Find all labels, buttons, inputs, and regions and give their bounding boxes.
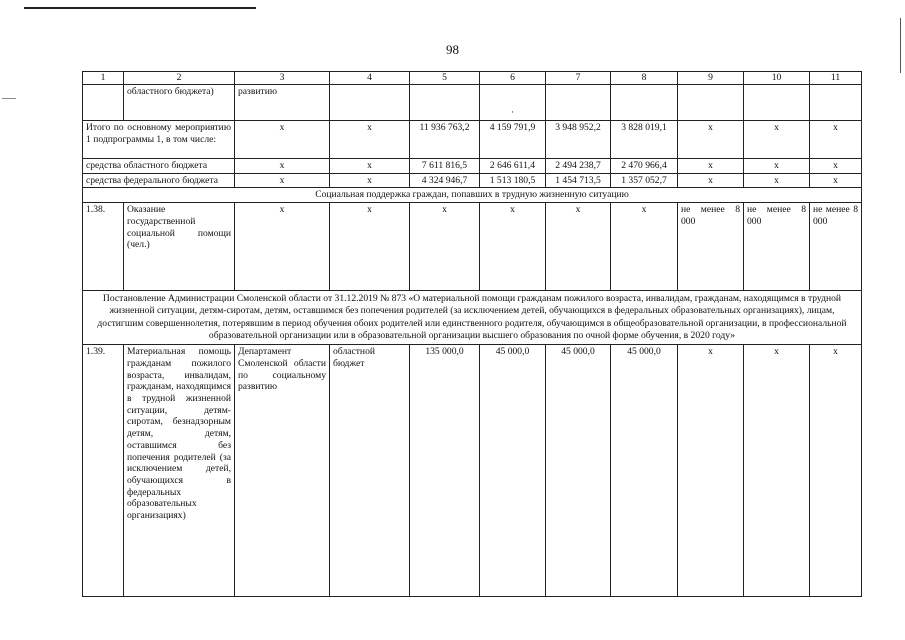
col-number: 1 [83,72,124,85]
amount-cell: 45 000,0 [611,345,678,597]
table-cell: x [611,203,678,291]
target-value: не менее 8 000 [678,203,744,291]
total-row [83,121,862,159]
amount-cell: 2 646 611,4 [480,159,546,174]
col-number: 4 [330,72,410,85]
table-cell: x [744,159,810,174]
table-cell [678,85,744,121]
col-number: 9 [678,72,744,85]
total-label: Итого по основному мероприятию 1 подпрограммы 1, в том числе: [83,121,235,159]
decree-row [83,291,862,345]
section-title: Социальная поддержка граждан, попавших в трудную жизненную ситуацию [83,188,862,203]
row-number: 1.39. [83,345,124,597]
amount-cell: 2 494 238,7 [546,159,611,174]
row-1-38 [83,203,862,291]
row-number: 1.38. [83,203,124,291]
table-cell: x [744,121,810,159]
table-cell: · [480,85,546,121]
col-number: 7 [546,72,611,85]
table-cell [546,85,611,121]
amount-cell: 3 828 019,1 [611,121,678,159]
amount-cell: 4 324 946,7 [410,173,480,188]
table-cell: развитию [235,85,330,121]
amount-cell: 45 000,0 [546,345,611,597]
table-cell [611,85,678,121]
col-number: 2 [124,72,235,85]
col-number: 3 [235,72,330,85]
table-cell: x [235,159,330,174]
table-cell: x [678,345,744,597]
table-cell: x [678,121,744,159]
page-number: 98 [446,42,459,57]
amount-cell: 3 948 952,2 [546,121,611,159]
target-value: не менее 8 000 [744,203,810,291]
amount-cell: 2 470 966,4 [611,159,678,174]
federal-budget-row [83,173,862,188]
table-cell: x [678,173,744,188]
table-cell: x [810,173,862,188]
margin-mark [2,98,16,99]
section-title-row [83,188,862,203]
table-cell: x [744,173,810,188]
regional-budget-row [83,159,862,174]
table-cell [410,85,480,121]
amount-cell: 1 513 180,5 [480,173,546,188]
row-label: средства федерального бюджета [83,173,235,188]
table-cell: x [330,203,410,291]
decree-text: Постановление Администрации Смоленской области от 31.12.2019 № 873 «О материальной помощи гражданам пожилого возраста, инвалидам, гражданам, находящимся в трудной жизненной ситуации, детям-сиротам, детям, оставшимся без попечения родителей (за исключением детей, обучающихся в федеральных образовательных организациях), лицам, достигшим совершеннолетия, потерявшим в период обучения обоих родителей или единственного родителя, обучающимся в общеобразовательной организации, в профессиональной образовательной организации или в образовательной организации высшего образования по очной форме обучения, в 2020 году» [83,291,862,345]
amount-cell: 11 936 763,2 [410,121,480,159]
table-cell: x [330,173,410,188]
row-1-39 [83,345,862,597]
col-number: 5 [410,72,480,85]
target-value: не менее 8 000 [810,203,862,291]
table-cell: областного бюджета) [124,85,235,121]
table-cell: x [744,345,810,597]
table-cell: x [480,203,546,291]
amount-cell: 4 159 791,9 [480,121,546,159]
col-number: 11 [810,72,862,85]
table-cell [744,85,810,121]
table-cell: x [330,159,410,174]
table-cell [83,85,124,121]
column-numbers-row [83,72,862,85]
executor: Департамент Смоленской области по социальному развитию [235,345,330,597]
continuation-row [83,85,862,121]
table-cell: x [235,121,330,159]
table-cell: x [235,173,330,188]
table-cell: x [810,121,862,159]
amount-cell: 1 454 713,5 [546,173,611,188]
measure-name: Материальная помощь гражданам пожилого возраста, инвалидам, гражданам, находящимся в трудной жизненной ситуации, детям-сиротам, безнадзорным детям, детям, оставшимся без попечения родителей (за исключением детей, обучающихся в федеральных образовательных организациях) [124,345,235,597]
measure-name: Оказание государственной социальной помощи (чел.) [124,203,235,291]
table-cell: x [330,121,410,159]
amount-cell: 45 000,0 [480,345,546,597]
top-rule [24,7,256,9]
table-cell [810,85,862,121]
funding-source: областной бюджет [330,345,410,597]
col-number: 10 [744,72,810,85]
table-cell [330,85,410,121]
table-cell: x [810,159,862,174]
program-table [82,71,862,597]
table-cell: x [546,203,611,291]
table-cell: x [410,203,480,291]
table-cell: x [235,203,330,291]
table-cell: x [678,159,744,174]
table-cell: x [810,345,862,597]
row-label: средства областного бюджета [83,159,235,174]
amount-cell: 135 000,0 [410,345,480,597]
col-number: 8 [611,72,678,85]
amount-cell: 1 357 052,7 [611,173,678,188]
amount-cell: 7 611 816,5 [410,159,480,174]
col-number: 6 [480,72,546,85]
